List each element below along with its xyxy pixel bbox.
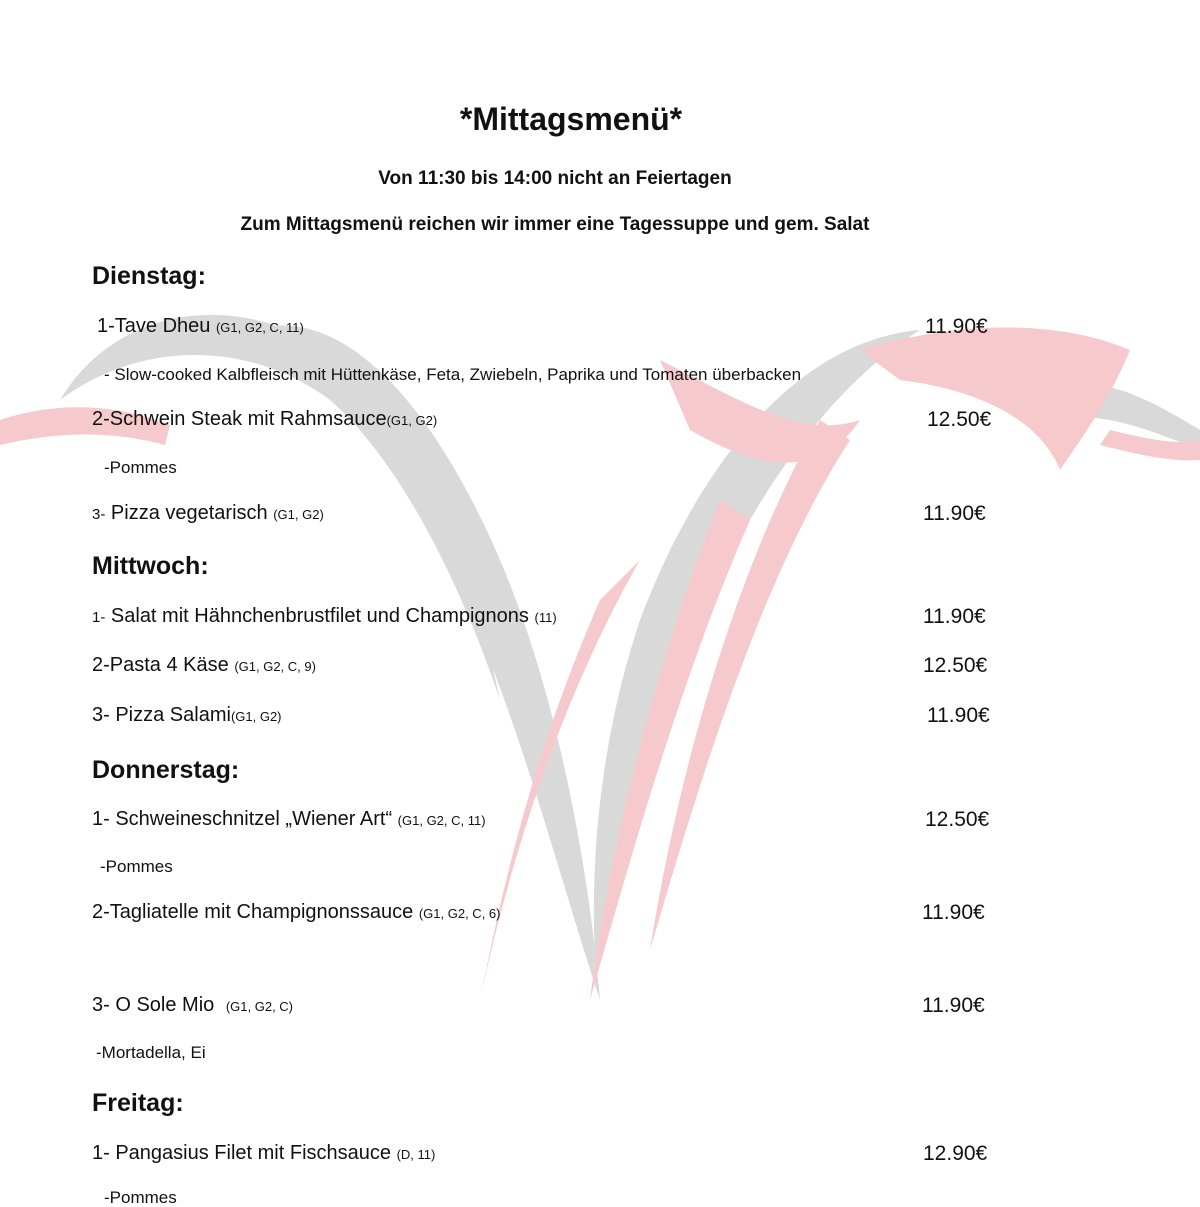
price: 11.90€ xyxy=(925,315,988,338)
allergen-codes: (G1, G2) xyxy=(386,413,438,428)
allergen-codes: (G1, G2, C) xyxy=(225,999,294,1014)
price: 12.50€ xyxy=(925,808,990,831)
day-heading-donnerstag: Donnerstag: xyxy=(92,756,240,784)
item-number: 3- xyxy=(92,506,106,523)
dish-description: -Pommes xyxy=(104,458,177,477)
menu-title: *Mittagsmenü* xyxy=(459,101,683,137)
price: 12.90€ xyxy=(923,1142,988,1165)
menu-item xyxy=(92,655,316,675)
price: 11.90€ xyxy=(923,502,986,525)
dish-description: -Pommes xyxy=(104,1188,177,1207)
item-number: 1- xyxy=(92,609,106,626)
menu-item xyxy=(92,409,437,429)
dish-name: Salat mit Hähnchenbrustfilet und Champignons xyxy=(110,605,529,627)
allergen-codes: (11) xyxy=(534,610,557,625)
price: 11.90€ xyxy=(923,605,986,628)
day-heading-mittwoch: Mittwoch: xyxy=(92,552,209,580)
menu-item xyxy=(92,995,293,1015)
price: 11.90€ xyxy=(922,994,985,1017)
menu-item xyxy=(92,1143,435,1163)
dish-name: 2-Schwein Steak mit Rahmsauce xyxy=(92,408,387,430)
menu-item xyxy=(92,606,557,626)
price: 11.90€ xyxy=(927,704,990,727)
menu-item xyxy=(92,705,282,725)
allergen-codes: (G1, G2) xyxy=(230,709,282,724)
menu-item xyxy=(97,316,304,336)
dish-description: -Pommes xyxy=(100,857,173,876)
dish-description: - Slow-cooked Kalbfleisch mit Hüttenkäse, Feta, Zwiebeln, Paprika und Tomaten überbacken xyxy=(104,365,802,384)
menu-item xyxy=(92,809,486,829)
price: 11.90€ xyxy=(922,901,985,924)
day-heading-dienstag: Dienstag: xyxy=(92,262,206,290)
dish-name: 1-Tave Dheu xyxy=(97,315,211,337)
opening-hours: Von 11:30 bis 14:00 nicht an Feiertagen xyxy=(378,168,732,189)
allergen-codes: (D, 11) xyxy=(396,1147,436,1162)
menu-item xyxy=(92,902,500,922)
day-heading-freitag: Freitag: xyxy=(92,1089,184,1117)
dish-name: 1- Schweineschnitzel „Wiener Art“ xyxy=(92,808,393,830)
allergen-codes: (G1, G2) xyxy=(273,507,324,522)
menu-info: Zum Mittagsmenü reichen wir immer eine Tagessuppe und gem. Salat xyxy=(240,214,870,235)
price: 12.50€ xyxy=(927,408,992,431)
menu-item xyxy=(92,503,324,523)
allergen-codes: (G1, G2, C, 11) xyxy=(215,320,304,335)
dish-name: 2-Tagliatelle mit Champignonssauce xyxy=(92,901,414,923)
dish-name: 1- Pangasius Filet mit Fischsauce xyxy=(92,1142,392,1164)
allergen-codes: (G1, G2, C, 11) xyxy=(397,813,486,828)
dish-name: 3- O Sole Mio xyxy=(92,994,215,1016)
price: 12.50€ xyxy=(923,654,988,677)
allergen-codes: (G1, G2, C, 6) xyxy=(418,906,501,921)
dish-name: Pizza vegetarisch xyxy=(110,502,268,524)
dish-description: -Mortadella, Ei xyxy=(96,1043,206,1062)
dish-name: 2-Pasta 4 Käse xyxy=(92,654,229,676)
allergen-codes: (G1, G2, C, 9) xyxy=(234,659,316,674)
dish-name: 3- Pizza Salami xyxy=(92,704,231,726)
